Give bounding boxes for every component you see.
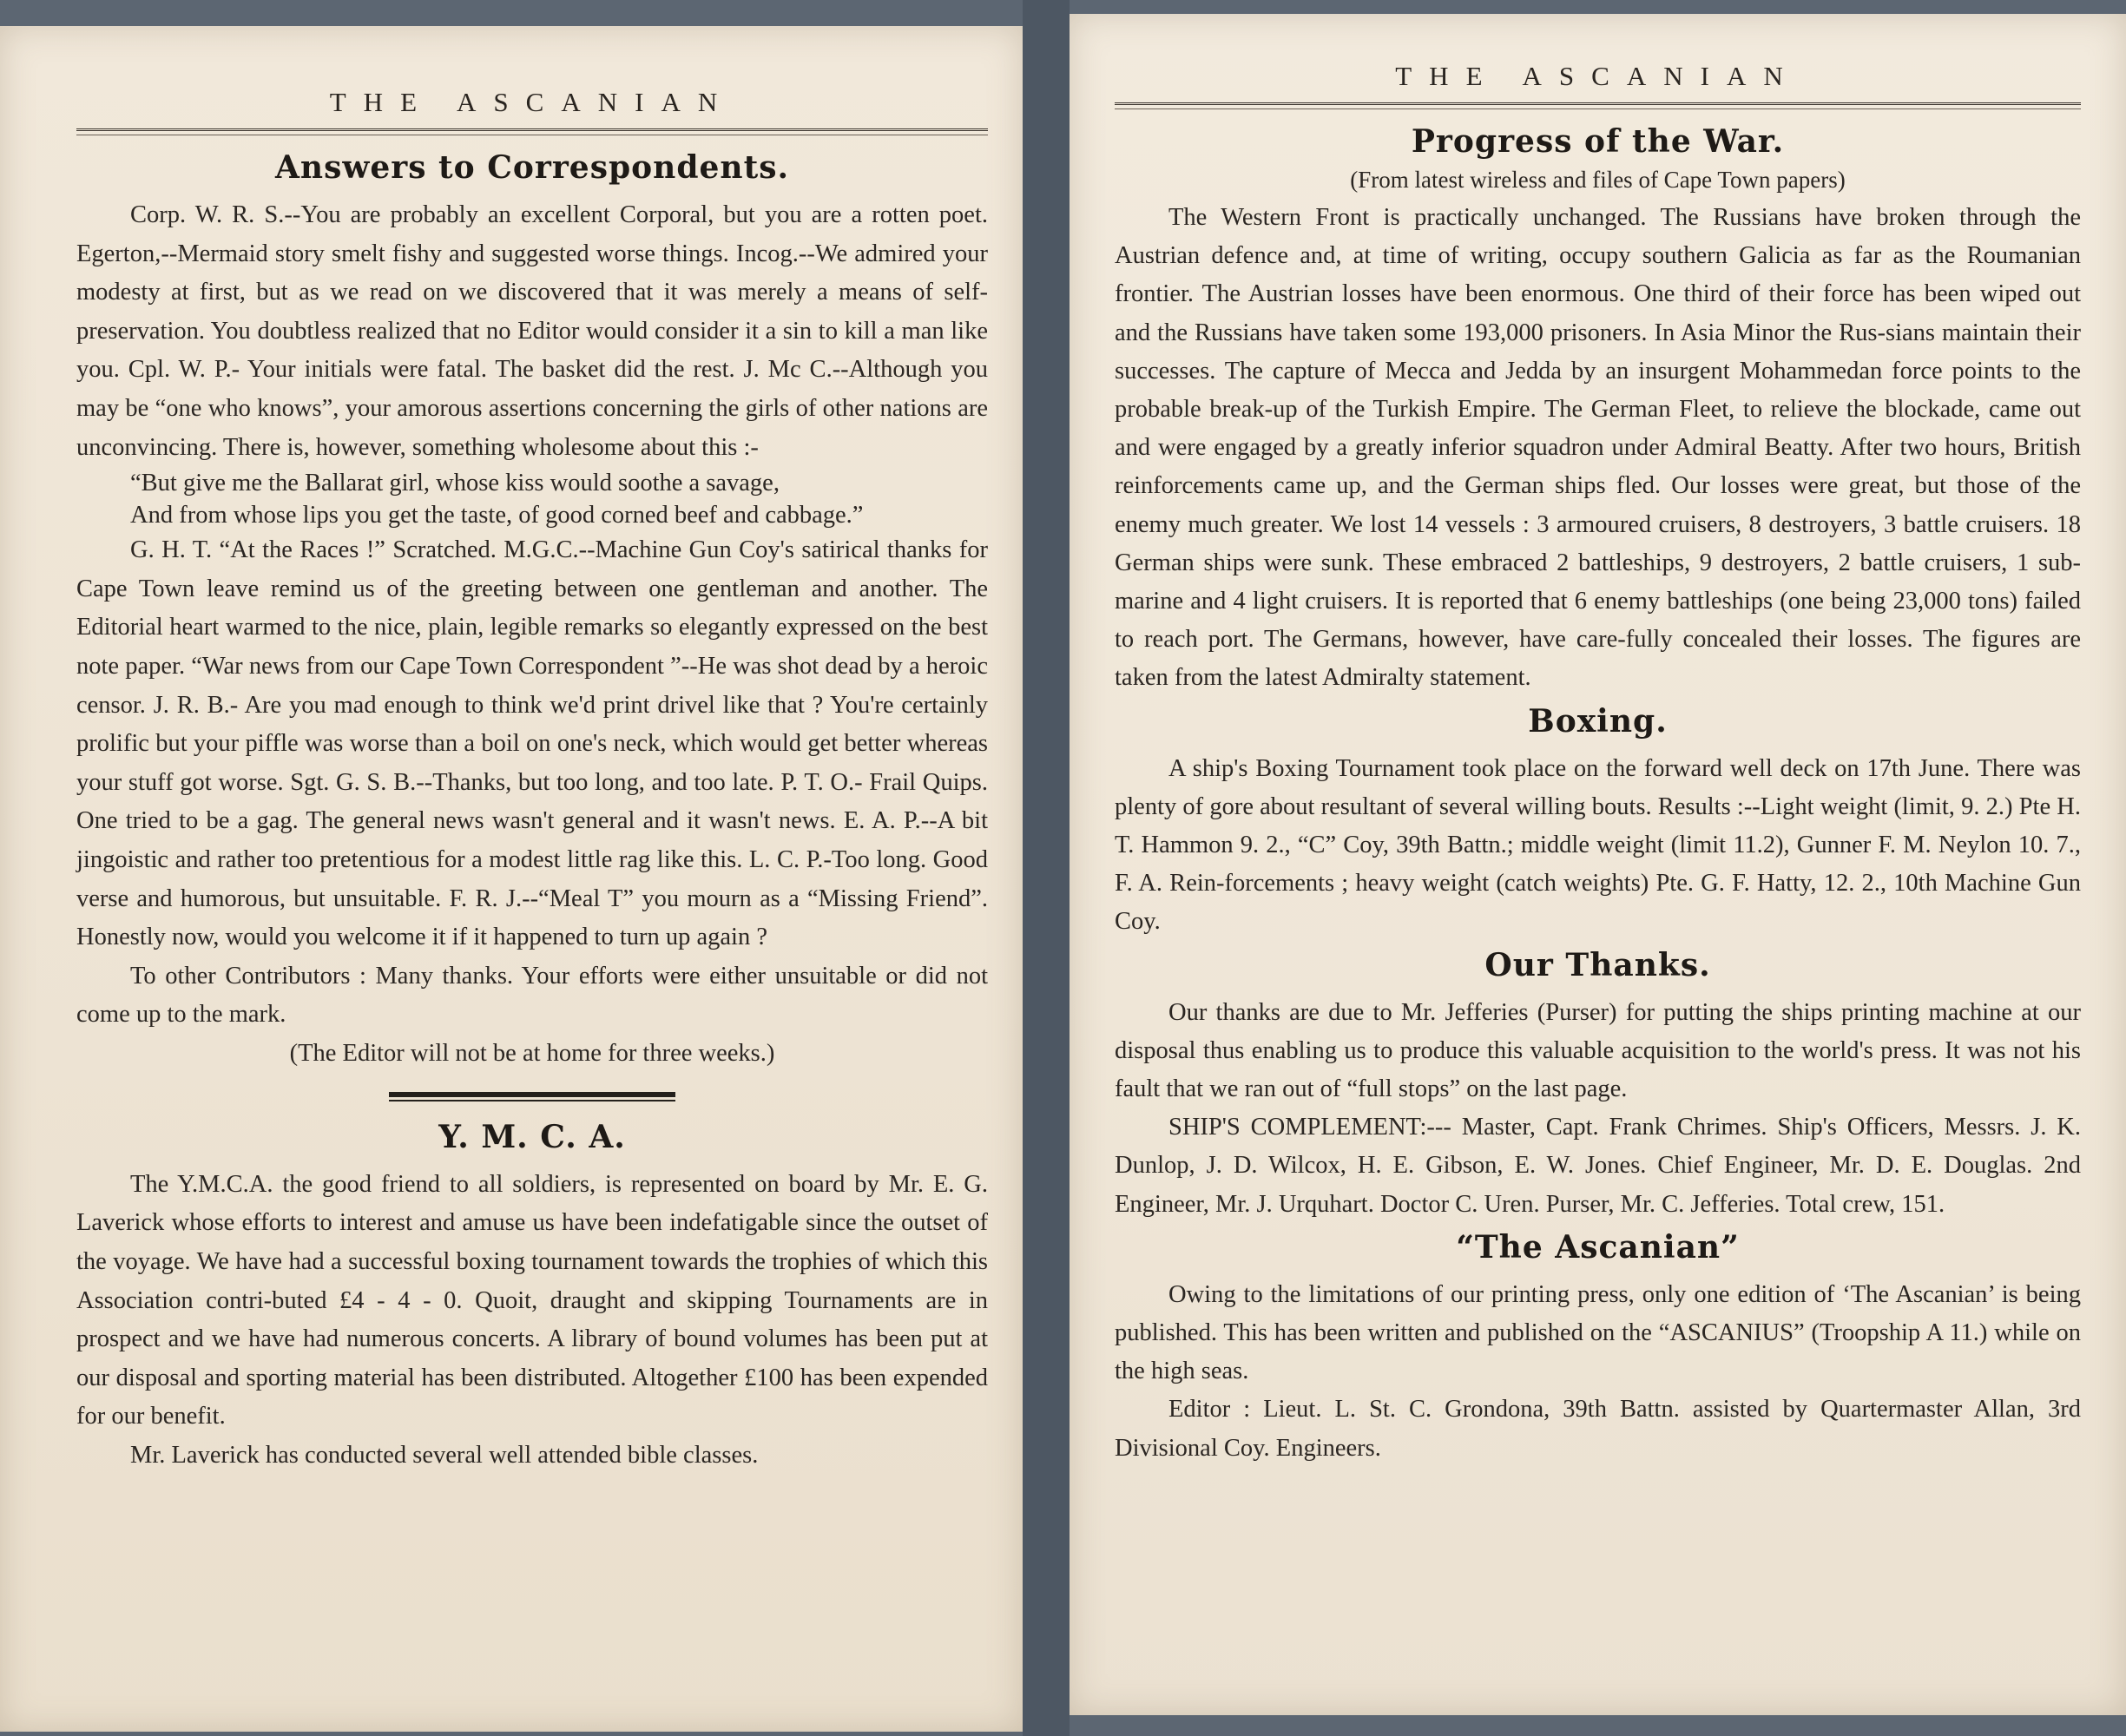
running-head-left: THE ASCANIAN	[329, 87, 735, 117]
complement-paragraph: SHIP'S COMPLEMENT:--- Master, Capt. Frank Chrimes. Ship's Officers, Messrs. J. K. Dunlop, J. D. Wilcox, H. E. Gibson, E. W. Jones. Chief Engineer, Mr. D. E. Douglas. 2nd Engineer, Mr. J. Urquhart. Doctor C. Uren. Purser, Mr. C. Jefferies. Total crew, 151.	[1115, 1114, 2081, 1218]
boxing-paragraph: A ship's Boxing Tournament took place on the forward well deck on 17th June. There was plenty of gore about resultant of several willing bouts. Results :--Light weight (limit, 9. 2.) Pte H. T. Hammon 9. 2., “C” Coy, 39th Battn.; middle weight (limit 11.2), Gunner F. M. Neylon 10. 7., F. A. Rein-forcements ; heavy weight (catch weights) Pte. G. F. Hatty, 12. 2., 10th Machine Gun Coy.	[1115, 754, 2081, 936]
running-head-right: THE ASCANIAN	[1395, 61, 1800, 91]
left-page	[0, 26, 1023, 1732]
ascanian-paragraph: Owing to the limitations of our printing press, only one edition of ‘The Ascanian’ is being published. This has been written and published on the “ASCANIUS” (Troopship A 11.) while on the high seas.	[1115, 1280, 2081, 1385]
ascanian-title: “The Ascanian”	[1456, 1228, 1740, 1266]
thanks-title: Our Thanks.	[1484, 946, 1711, 983]
answers-paragraph: To other Contributors : Many thanks. Your efforts were either unsuitable or did not come up to the mark.	[76, 962, 988, 1029]
ymca-title: Y. M. C. A.	[438, 1118, 626, 1155]
ymca-paragraph: Mr. Laverick has conducted several well attended bible classes.	[130, 1442, 759, 1470]
editor-note: (The Editor will not be at home for three weeks.)	[289, 1039, 775, 1067]
war-subtitle: (From latest wireless and files of Cape Town papers)	[1350, 167, 1846, 193]
header-rule	[1115, 102, 2081, 109]
ymca-paragraph: The Y.M.C.A. the good friend to all soldiers, is represented on board by Mr. E. G. Laverick whose efforts to interest and amuse us have been indefatigable since the outset of the voyage. We have had a successful boxing tournament towards the trophies of which this Association contri-buted £4 - 4 - 0. Quoit, draught and skipping Tournaments are in prospect and we have had numerous concerts. A library of bound volumes has been put at our disposal and sporting material has been distributed. Altogether £100 has been expended for our benefit.	[76, 1170, 988, 1430]
thanks-paragraph: Our thanks are due to Mr. Jefferies (Purser) for putting the ships printing machine at our disposal thus enabling us to produce this valuable acquisition to the world's press. It was not his fault that we ran out of “full stops” on the last page.	[1115, 998, 2081, 1103]
section-divider	[389, 1092, 675, 1101]
answers-paragraph: G. H. T. “At the Races !” Scratched. M.G.C.--Machine Gun Coy's satirical thanks for Cape Town leave remind us of the greeting between one gentleman and another. The Editorial heart warmed to the nice, plain, legible remarks so elegantly expressed on the best note paper. “War news from our Cape Town Correspondent ”--He was shot dead by a heroic censor. J. R. B.- Are you mad enough to think we'd print drivel like that ? You're certainly prolific but your piffle was worse than a boil on one's neck, which would get better whereas your stuff got worse. Sgt. G. S. B.--Thanks, but too long, and too late. P. T. O.- Frail Quips. One tried to be a gag. The general news wasn't general and it wasn't news. E. A. P.--A bit jingoistic and rather too pretentious for a modest little rag like this. L. C. P.-Too long. Good verse and humorous, but unsuitable. F. R. J.--“Meal T” you mourn as a “Missing Friend”. Honestly now, would you welcome it if it happened to turn up again ?	[76, 536, 988, 951]
verse-line: And from whose lips you get the taste, of good corned beef and cabbage.”	[130, 502, 864, 529]
answers-title: Answers to Correspondents.	[274, 149, 789, 186]
header-rule	[76, 128, 988, 135]
answers-paragraph: Corp. W. R. S.--You are probably an excellent Corporal, but you are a rotten poet. Egerton,--Mermaid story smelt fishy and suggested worse things. Incog.--We admired your modesty at first, but as we read on we discovered that it was merely a means of self-preservation. You doubtless realized that no Editor would consider it a sin to kill a man like you. Cpl. W. P.- Your initials were fatal. The basket did the rest. J. Mc C.--Although you may be “one who knows”, your amorous assertions concerning the girls of other nations are unconvincing. There is, however, something wholesome about this :-	[76, 201, 988, 461]
verse-line: “But give me the Ballarat girl, whose kiss would soothe a savage,	[130, 470, 780, 497]
editor-credit: Editor : Lieut. L. St. C. Grondona, 39th Battn. assisted by Quartermaster Allan, 3rd Divisional Coy. Engineers.	[1115, 1396, 2081, 1462]
war-title: Progress of the War.	[1411, 123, 1785, 160]
war-paragraph: The Western Front is practically unchanged. The Russians have broken through the Austrian defence and, at time of writing, occupy southern Galicia as far as the Roumanian frontier. The Austrian losses have been enormous. One third of their force has been wiped out and the Russians have taken some 193,000 prisoners. In Asia Minor the Rus-sians maintain their successes. The capture of Mecca and Jedda by an insurgent Mohammedan force points to the probable break-up of the Turkish Empire. The German Fleet, to relieve the blockade, came out and were engaged by a greatly inferior squadron under Admiral Beatty. After two hours, British reinforcements came up, and the German ships fled. Our losses were great, but those of the enemy much greater. We lost 14 vessels : 3 armoured cruisers, 8 destroyers, 3 battle cruisers. 18 German ships were sunk. These embraced 2 battleships, 9 destroyers, 2 battle cruisers, 1 sub-marine and 4 light cruisers. It is reported that 6 enemy battleships (one being 23,000 tons) failed to reach port. The Germans, however, have care-fully concealed their losses. The figures are taken from the latest Admiralty statement.	[1115, 204, 2081, 692]
boxing-title: Boxing.	[1528, 702, 1668, 740]
right-page	[1070, 14, 2126, 1715]
page-gutter	[1023, 0, 1070, 1736]
